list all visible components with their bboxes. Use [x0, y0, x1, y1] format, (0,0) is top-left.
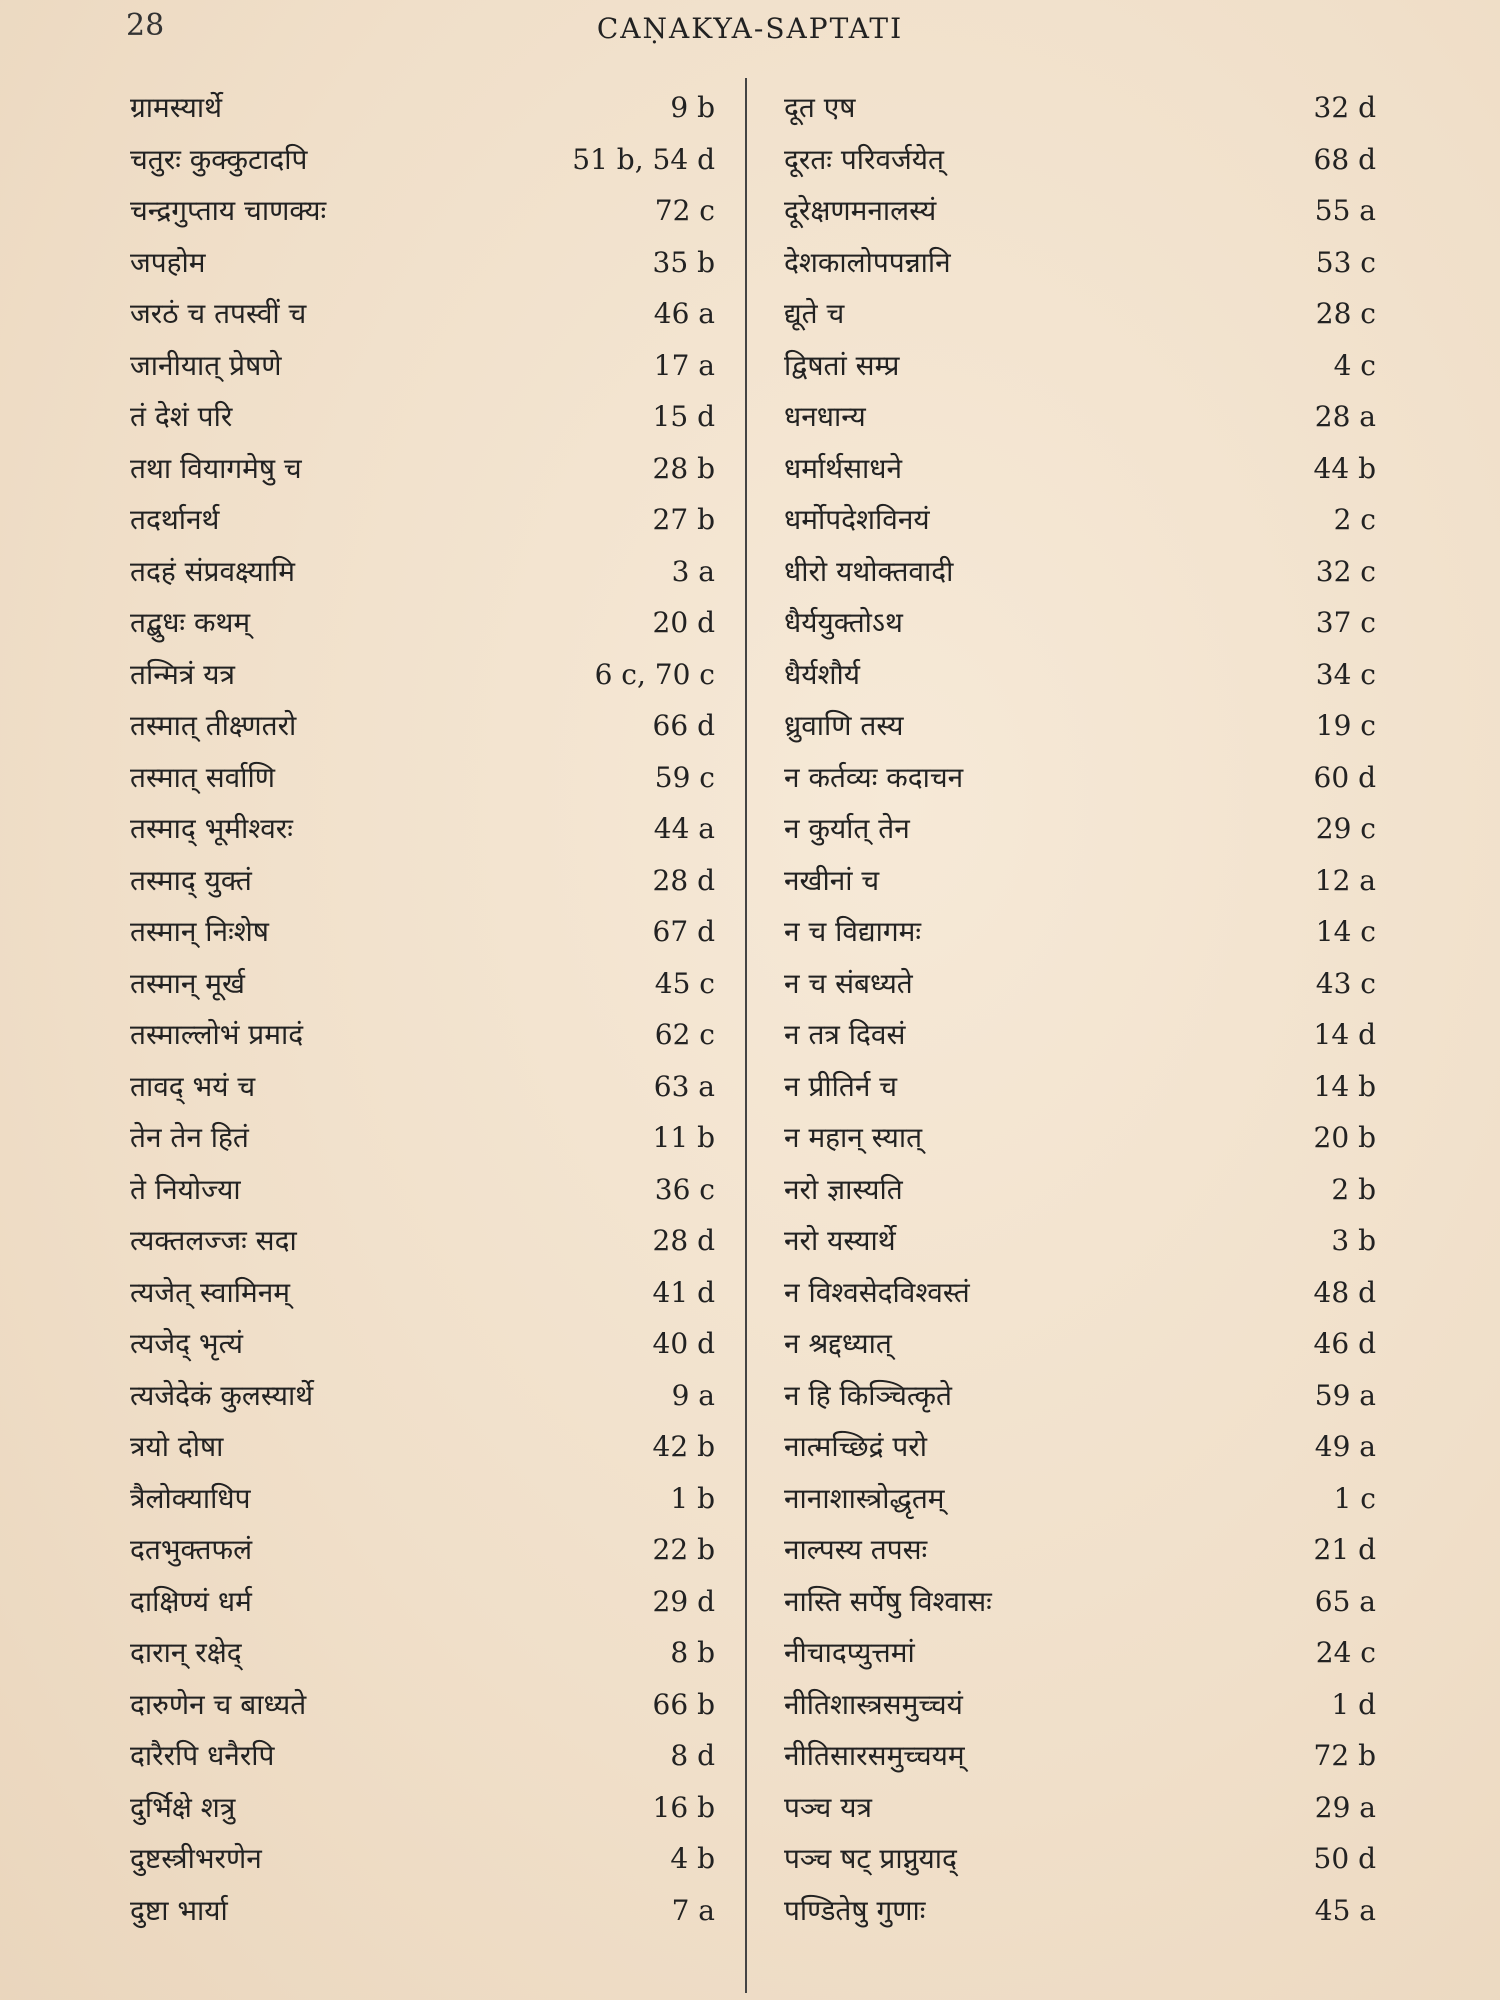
index-term: तथा वियागमेषु च: [130, 451, 302, 485]
index-entry: [0, 1009, 745, 1061]
verse-reference: 66 b: [652, 1687, 715, 1721]
index-term: त्रयो दोषा: [130, 1430, 224, 1463]
index-entry: [0, 1370, 745, 1422]
index-entry: [752, 1112, 1500, 1164]
verse-reference: 1 b: [670, 1481, 715, 1515]
verse-reference: 29 d: [652, 1584, 715, 1618]
verse-reference: 19 c: [1315, 709, 1376, 742]
index-entry: [0, 443, 745, 495]
verse-reference: 20 b: [1313, 1121, 1376, 1154]
index-term: न च विद्यागमः: [784, 915, 921, 948]
index-term: जपहोम: [130, 245, 206, 279]
index-entry: [0, 237, 745, 289]
index-entry: [752, 443, 1500, 495]
verse-reference: 66 d: [652, 709, 715, 742]
index-entry: [0, 1164, 745, 1216]
index-term: न हि किञ्चित्कृते: [784, 1378, 952, 1412]
index-term: न प्रीतिर्न च: [784, 1069, 898, 1103]
verse-reference: 14 d: [1313, 1018, 1376, 1051]
verse-reference: 28 b: [652, 451, 715, 485]
index-entry: [752, 494, 1500, 546]
index-entry: [0, 649, 745, 701]
verse-reference: 50 d: [1313, 1842, 1376, 1875]
verse-reference: 29 c: [1315, 812, 1376, 845]
verse-reference: 46 a: [653, 297, 715, 330]
index-entry: [0, 391, 745, 443]
index-term: तदर्थानर्थ: [130, 503, 220, 536]
index-term: दारैरपि धनैरपि: [130, 1739, 275, 1772]
verse-reference: 55 a: [1314, 194, 1376, 227]
index-term: नीतिसारसमुच्चयम्: [784, 1739, 965, 1772]
index-entry: [0, 803, 745, 855]
verse-reference: 15 d: [652, 400, 715, 433]
index-entry: [752, 1370, 1500, 1422]
verse-reference: 20 d: [652, 606, 715, 639]
index-term: तेन तेन हितं: [130, 1121, 249, 1154]
index-entry: [752, 1061, 1500, 1113]
index-term: नाल्पस्य तपसः: [784, 1533, 928, 1566]
index-entry: [0, 1524, 745, 1576]
verse-reference: 59 c: [654, 760, 715, 794]
index-entry: [0, 1885, 745, 1937]
index-term: न कुर्यात् तेन: [784, 812, 910, 845]
index-entry: [752, 958, 1500, 1010]
index-term: तस्माल्लोभं प्रमादं: [130, 1018, 304, 1051]
verse-reference: 35 b: [652, 245, 715, 279]
verse-reference: 28 a: [1314, 400, 1376, 433]
index-entry: [752, 1215, 1500, 1267]
index-entry: [0, 1782, 745, 1834]
verse-reference: 37 c: [1315, 606, 1376, 639]
index-term: धीरो यथोक्तवादी: [784, 554, 954, 588]
index-entry: [0, 340, 745, 392]
verse-reference: 46 d: [1313, 1327, 1376, 1360]
index-entry: [752, 803, 1500, 855]
index-term: तद्बुधः कथम्: [130, 606, 251, 639]
index-entry: [0, 1267, 745, 1319]
verse-reference: 28 d: [652, 1224, 715, 1257]
verse-reference: 2 b: [1331, 1172, 1376, 1206]
index-term: दूत एष: [784, 91, 856, 124]
verse-reference: 41 d: [652, 1275, 715, 1309]
index-entry: [752, 340, 1500, 392]
index-term: चन्द्रगुप्ताय चाणक्यः: [130, 194, 327, 227]
index-entry: [0, 1627, 745, 1679]
index-term: धनधान्य: [784, 400, 866, 433]
verse-reference: 8 b: [670, 1636, 715, 1669]
index-term: चतुरः कुक्कुटादपि: [130, 142, 308, 176]
verse-reference: 44 b: [1313, 451, 1376, 485]
index-term: नात्मच्छिद्रं परो: [784, 1430, 927, 1463]
index-entry: [752, 1421, 1500, 1473]
verse-reference: 12 a: [1314, 863, 1376, 897]
index-term: नरो ज्ञास्यति: [784, 1172, 903, 1206]
index-entry: [752, 288, 1500, 340]
index-term: ते नियोज्या: [130, 1172, 241, 1206]
index-entry: [752, 1730, 1500, 1782]
index-entry: [0, 1473, 745, 1525]
verse-reference: 72 c: [654, 194, 715, 227]
verse-reference: 24 c: [1315, 1636, 1376, 1669]
verse-reference: 67 d: [652, 915, 715, 948]
index-term: दारुणेन च बाध्यते: [130, 1687, 307, 1721]
index-entry: [752, 855, 1500, 907]
index-column-right: [752, 82, 1500, 1936]
verse-reference: 7 a: [671, 1893, 715, 1927]
index-entry: [752, 1782, 1500, 1834]
verse-reference: 34 c: [1315, 657, 1376, 691]
verse-reference: 22 b: [652, 1533, 715, 1566]
index-entry: [752, 391, 1500, 443]
verse-reference: 45 a: [1314, 1893, 1376, 1927]
index-term: तस्मान् मूर्ख: [130, 966, 245, 1000]
index-term: धैर्ययुक्तोऽथ: [784, 606, 903, 639]
index-entry: [752, 1267, 1500, 1319]
index-entry: [0, 906, 745, 958]
index-term: न महान् स्यात्: [784, 1121, 923, 1154]
index-term: नास्ति सर्पेषु विश्वासः: [784, 1584, 992, 1618]
index-entry: [0, 1215, 745, 1267]
verse-reference: 28 c: [1315, 297, 1376, 330]
index-term: दुर्भिक्षे शत्रु: [130, 1790, 236, 1824]
verse-reference: 3 a: [671, 554, 715, 588]
index-term: नानाशास्त्रोद्धृतम्: [784, 1481, 945, 1515]
verse-reference: 53 c: [1315, 245, 1376, 279]
verse-reference: 51 b, 54 d: [572, 142, 715, 176]
page-header: [0, 8, 1500, 58]
index-entry: [0, 82, 745, 134]
index-entry: [752, 1885, 1500, 1937]
running-title: CAṆAKYA-SAPTATI: [596, 12, 904, 45]
verse-reference: 49 a: [1314, 1430, 1376, 1463]
index-entry: [752, 1009, 1500, 1061]
index-entry: [752, 134, 1500, 186]
verse-reference: 32 d: [1313, 91, 1376, 124]
verse-reference: 40 d: [652, 1327, 715, 1360]
index-entry: [752, 1627, 1500, 1679]
index-term: तं देशं परि: [130, 400, 233, 433]
verse-reference: 2 c: [1333, 503, 1376, 536]
index-entry: [752, 1576, 1500, 1628]
index-term: तस्मात् सर्वाणि: [130, 760, 275, 794]
index-term: न तत्र दिवसं: [784, 1018, 906, 1051]
index-term: पञ्च षट् प्राप्नुयाद्: [784, 1842, 957, 1875]
index-term: न श्रद्दध्यात्: [784, 1327, 892, 1360]
verse-reference: 62 c: [654, 1018, 715, 1051]
index-term: त्यक्तलज्जः सदा: [130, 1224, 297, 1257]
index-term: त्यजेदेकं कुलस्यार्थे: [130, 1378, 314, 1412]
column-divider: [745, 78, 747, 1993]
index-term: तावद् भयं च: [130, 1069, 256, 1103]
index-entry: [0, 494, 745, 546]
verse-reference: 36 c: [654, 1172, 715, 1206]
index-entry: [752, 185, 1500, 237]
verse-reference: 65 a: [1314, 1584, 1376, 1618]
index-entry: [0, 597, 745, 649]
verse-reference: 59 a: [1314, 1378, 1376, 1412]
index-entry: [752, 1679, 1500, 1731]
index-term: न कर्तव्यः कदाचन: [784, 760, 964, 794]
index-term: त्यजेत् स्वामिनम्: [130, 1275, 290, 1309]
index-term: देशकालोपपन्नानि: [784, 245, 951, 279]
index-term: जरठं च तपस्वीं च: [130, 297, 307, 330]
index-term: धर्मोपदेशविनयं: [784, 503, 930, 536]
verse-reference: 8 d: [670, 1739, 715, 1772]
verse-reference: 1 d: [1331, 1687, 1376, 1721]
index-entry: [0, 700, 745, 752]
verse-reference: 68 d: [1313, 142, 1376, 176]
index-term: दुष्टस्त्रीभरणेन: [130, 1842, 262, 1875]
index-term: तन्मित्रं यत्र: [130, 657, 235, 691]
verse-reference: 60 d: [1313, 760, 1376, 794]
index-entry: [752, 1524, 1500, 1576]
index-entry: [752, 1318, 1500, 1370]
index-entry: [752, 1164, 1500, 1216]
index-entry: [0, 546, 745, 598]
index-entry: [0, 1112, 745, 1164]
index-entry: [752, 597, 1500, 649]
verse-reference: 9 b: [670, 91, 715, 124]
index-entry: [0, 1679, 745, 1731]
index-term: न च संबध्यते: [784, 966, 913, 1000]
verse-reference: 1 c: [1333, 1481, 1376, 1515]
index-entry: [752, 906, 1500, 958]
index-term: ध्रुवाणि तस्य: [784, 709, 904, 742]
verse-reference: 6 c, 70 c: [594, 657, 715, 691]
index-term: ग्रामस्यार्थे: [130, 91, 223, 124]
index-term: तस्मात् तीक्ष्णतरो: [130, 709, 297, 742]
verse-reference: 4 c: [1333, 348, 1376, 382]
index-term: नरो यस्यार्थे: [784, 1224, 896, 1257]
index-entry: [0, 1833, 745, 1885]
index-entry: [0, 1730, 745, 1782]
index-entry: [0, 288, 745, 340]
index-term: नखीनां च: [784, 863, 880, 897]
index-term: न विश्वसेदविश्वस्तं: [784, 1275, 970, 1309]
index-term: तस्मान् निःशेष: [130, 915, 269, 948]
index-entry: [0, 1576, 745, 1628]
verse-reference: 21 d: [1313, 1533, 1376, 1566]
index-term: जानीयात् प्रेषणे: [130, 348, 282, 382]
index-entry: [0, 134, 745, 186]
verse-reference: 3 b: [1331, 1224, 1376, 1257]
index-term: पण्डितेषु गुणाः: [784, 1893, 926, 1927]
index-entry: [0, 1061, 745, 1113]
index-term: द्यूते च: [784, 297, 845, 330]
verse-reference: 11 b: [652, 1121, 715, 1154]
index-term: द्विषतां सम्प्र: [784, 348, 900, 382]
verse-reference: 9 a: [671, 1378, 715, 1412]
index-term: दूरेक्षणमनालस्यं: [784, 194, 937, 227]
index-entry: [752, 1473, 1500, 1525]
verse-reference: 42 b: [652, 1430, 715, 1463]
index-term: धर्मार्थसाधने: [784, 451, 903, 485]
index-term: तदहं संप्रवक्ष्यामि: [130, 554, 295, 588]
verse-reference: 27 b: [652, 503, 715, 536]
verse-reference: 14 c: [1315, 915, 1376, 948]
index-term: दाक्षिण्यं धर्म: [130, 1584, 252, 1618]
index-entry: [752, 649, 1500, 701]
verse-reference: 63 a: [653, 1069, 715, 1103]
index-term: पञ्च यत्र: [784, 1790, 872, 1824]
page-number: 28: [126, 8, 165, 43]
index-term: तस्माद् युक्तं: [130, 863, 252, 897]
verse-reference: 43 c: [1315, 966, 1376, 1000]
index-column-left: [0, 82, 745, 1936]
index-entry: [752, 700, 1500, 752]
index-term: दुष्टा भार्या: [130, 1893, 228, 1927]
verse-reference: 44 a: [653, 812, 715, 845]
index-entry: [0, 1421, 745, 1473]
index-entry: [752, 546, 1500, 598]
index-term: दारान् रक्षेद्: [130, 1636, 242, 1669]
verse-reference: 72 b: [1313, 1739, 1376, 1772]
verse-reference: 32 c: [1315, 554, 1376, 588]
index-entry: [0, 1318, 745, 1370]
verse-reference: 28 d: [652, 863, 715, 897]
verse-reference: 48 d: [1313, 1275, 1376, 1309]
index-entry: [752, 752, 1500, 804]
index-entry: [0, 958, 745, 1010]
index-term: दतभुक्तफलं: [130, 1533, 253, 1566]
index-entry: [0, 185, 745, 237]
verse-reference: 45 c: [654, 966, 715, 1000]
index-term: त्यजेद् भृत्यं: [130, 1327, 243, 1360]
verse-reference: 14 b: [1313, 1069, 1376, 1103]
index-term: त्रैलोक्याधिप: [130, 1481, 251, 1515]
verse-reference: 17 a: [653, 348, 715, 382]
index-entry: [752, 82, 1500, 134]
index-entry: [752, 1833, 1500, 1885]
index-entry: [752, 237, 1500, 289]
index-entry: [0, 752, 745, 804]
verse-reference: 16 b: [652, 1790, 715, 1824]
verse-reference: 29 a: [1314, 1790, 1376, 1824]
index-term: दूरतः परिवर्जयेत्: [784, 142, 944, 176]
index-term: तस्माद् भूमीश्वरः: [130, 812, 293, 845]
index-entry: [0, 855, 745, 907]
index-term: नीचादप्युत्तमां: [784, 1636, 915, 1669]
index-term: नीतिशास्त्रसमुच्चयं: [784, 1687, 963, 1721]
verse-reference: 4 b: [670, 1842, 715, 1875]
index-term: धैर्यशौर्य: [784, 657, 860, 691]
